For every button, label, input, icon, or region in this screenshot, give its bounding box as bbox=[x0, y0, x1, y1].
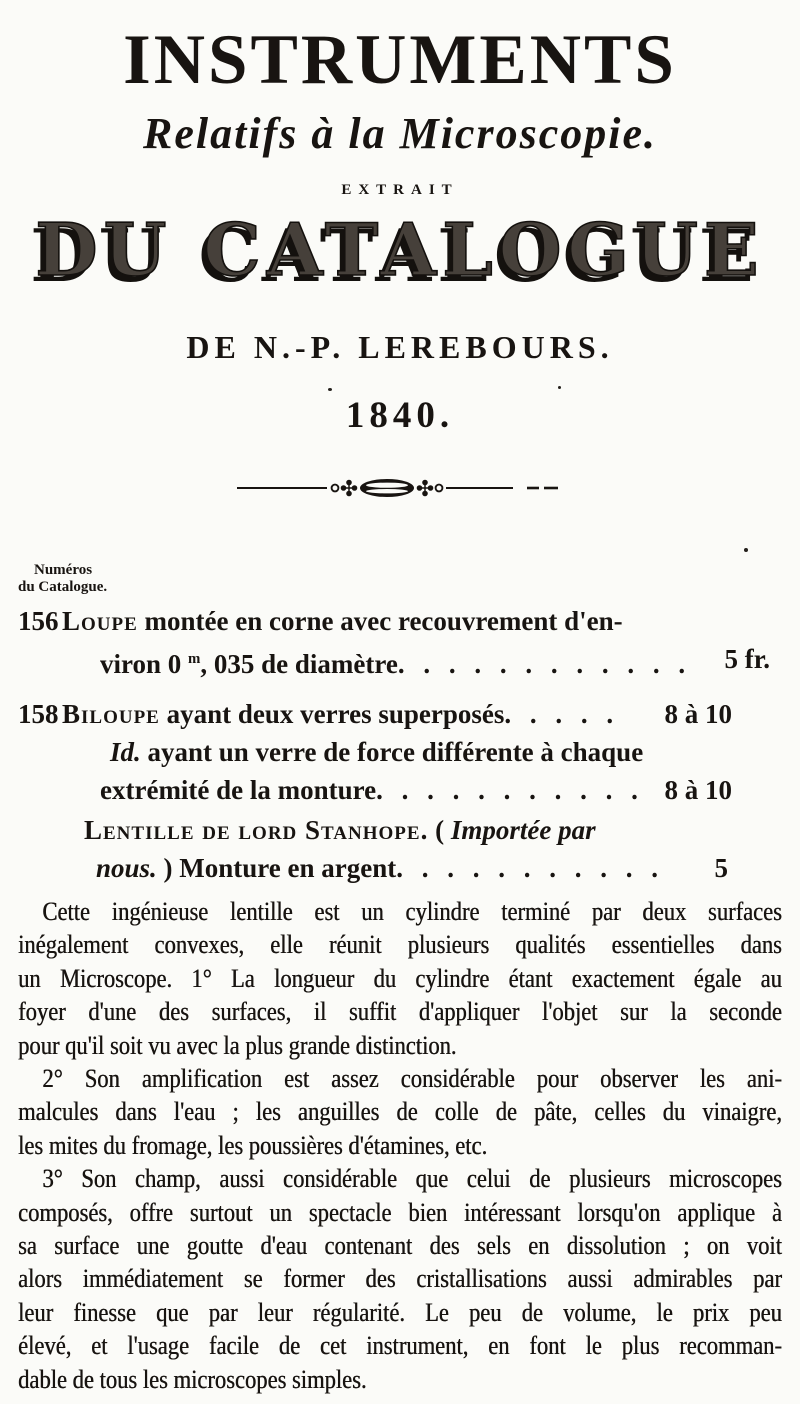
catalogue-entry-158 bbox=[18, 695, 782, 809]
catalogue-entries bbox=[18, 602, 782, 887]
section-label: EXTRAIT bbox=[341, 182, 459, 198]
entry-text: ( bbox=[428, 815, 451, 845]
paragraph-1 bbox=[18, 895, 782, 1062]
column-header-line2: du Catalogue. bbox=[18, 579, 108, 595]
paragraph-3 bbox=[18, 1162, 782, 1396]
catalogue-title: DU CATALOGUE bbox=[35, 207, 765, 292]
catalogue-entry-stanhope bbox=[18, 811, 782, 887]
text-line: dable de tous les microscopes simples. bbox=[18, 1364, 367, 1394]
column-header-line1: Numéros bbox=[34, 562, 93, 578]
year-line: 1840. bbox=[345, 395, 455, 436]
entry-text: ) Monture en argent. bbox=[156, 853, 404, 883]
text-line: sa surface une goutte d'eau contenant des sels en dissolution ; on voit bbox=[18, 1231, 782, 1261]
dot-leaders: . . . . . . . . . . bbox=[403, 853, 659, 883]
price-value: 5 fr. bbox=[724, 644, 770, 674]
scan-speck bbox=[558, 386, 561, 389]
entry-number: 158 bbox=[18, 699, 59, 729]
entry-text: ayant un verre de force différente à chaque bbox=[140, 737, 644, 767]
text-line: pour qu'il soit vu avec la plus grande distinction. bbox=[18, 1030, 457, 1060]
page-subtitle: Relatifs à la Microscopie. bbox=[143, 109, 657, 158]
entry-line bbox=[18, 771, 782, 809]
item-name: Loupe bbox=[62, 606, 138, 636]
item-name: Biloupe bbox=[62, 699, 160, 729]
text-line: 2° Son amplification est assez considérable pour observer les ani- bbox=[42, 1064, 782, 1094]
entry-line bbox=[18, 640, 782, 683]
text-line: Cette ingénieuse lentille est un cylindre terminé par deux surfaces bbox=[42, 897, 782, 926]
entry-line bbox=[18, 602, 782, 640]
text-line: malcules dans l'eau ; les anguilles de colle de pâte, celles du vinaigre, bbox=[18, 1097, 782, 1127]
publisher-line: DE N.-P. LEREBOURS. bbox=[186, 329, 614, 365]
item-name: Lentille de lord Stanhope. bbox=[84, 815, 429, 845]
catalogue-column-header bbox=[18, 562, 782, 596]
entry-text: ayant deux verres superposés. bbox=[159, 699, 512, 729]
text-line: foyer d'une des surfaces, il suffit d'appliquer l'objet sur la seconde bbox=[18, 997, 782, 1027]
text-line: leur finesse que par leur régularité. Le peu de volume, le prix peu bbox=[18, 1297, 782, 1327]
scan-speck bbox=[328, 388, 332, 391]
ornamental-divider bbox=[18, 476, 782, 500]
superscript-unit: m bbox=[188, 651, 201, 667]
fleuron-icon bbox=[235, 476, 565, 500]
entry-line bbox=[18, 733, 782, 771]
description-text bbox=[18, 895, 782, 1396]
entry-text: , 035 de diamètre. bbox=[200, 649, 405, 679]
price-value: 5 bbox=[714, 853, 728, 883]
text-line: composés, offre surtout un spectacle bien intéressant lorsqu'on applique à bbox=[18, 1197, 782, 1227]
entry-number: 156 bbox=[18, 606, 59, 636]
text-line: alors immédiatement se former des cristallisations aussi admirables par bbox=[18, 1264, 782, 1294]
imported-note: nous. bbox=[96, 853, 157, 883]
text-line: 3° Son champ, aussi considérable que celui de plusieurs microscopes bbox=[42, 1164, 782, 1194]
text-line: un Microscope. 1° La longueur du cylindre étant exactement égale au bbox=[18, 963, 782, 993]
dot-leaders: . . . . bbox=[511, 699, 614, 729]
text-line: inégalement convexes, elle réunit plusieurs qualités essentielles dans bbox=[18, 930, 782, 960]
entry-line bbox=[18, 811, 782, 849]
entry-line bbox=[18, 695, 782, 733]
page-title: INSTRUMENTS bbox=[123, 21, 677, 99]
dot-leaders: . . . . . . . . . . . bbox=[404, 649, 686, 679]
dot-leaders: . . . . . . . . . . bbox=[382, 775, 638, 805]
entry-text: extrémité de la monture. bbox=[100, 775, 383, 805]
page-header bbox=[18, 20, 782, 500]
entry-text: viron 0 bbox=[100, 649, 189, 679]
entry-line bbox=[18, 849, 782, 887]
catalogue-entry-156 bbox=[18, 602, 782, 683]
text-line: les mites du fromage, les poussières d'étamines, etc. bbox=[18, 1130, 488, 1160]
imported-note: Importée par bbox=[450, 815, 596, 845]
price-value: 8 à 10 bbox=[664, 775, 732, 805]
idem-abbrev: Id. bbox=[110, 737, 141, 767]
entry-text: montée en corne avec recouvrement d'en- bbox=[137, 606, 623, 636]
price-value: 8 à 10 bbox=[664, 699, 732, 729]
paragraph-2 bbox=[18, 1062, 782, 1162]
text-line: élevé, et l'usage facile de cet instrument, en font le plus recomman- bbox=[18, 1331, 782, 1361]
scan-speck bbox=[744, 548, 748, 552]
